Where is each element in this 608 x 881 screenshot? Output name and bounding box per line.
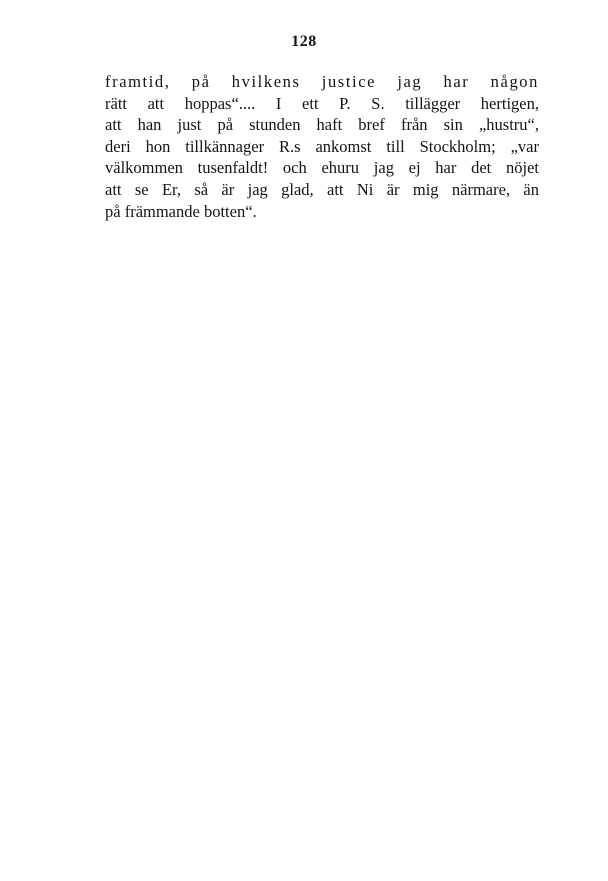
text-line: framtid, på hvilkens justice jag har någon — [105, 72, 539, 91]
text-line: på främmande botten“. — [105, 201, 257, 221]
text-line: rätt att hoppas“.... I ett P. S. tillägger hertigen, — [105, 93, 539, 113]
text-line: välkommen tusenfaldt! och ehuru jag ej har det nöjet — [105, 158, 539, 178]
text-line: att se Er, så är jag glad, att Ni är mig närmare, än — [105, 179, 539, 199]
text-line: att han just på stunden haft bref från sin „hustru“, — [105, 115, 539, 135]
page-number: 128 — [291, 33, 317, 50]
text-line: deri hon tillkännager R.s ankomst till Stockholm; „var — [105, 136, 539, 156]
body-text — [105, 71, 539, 222]
